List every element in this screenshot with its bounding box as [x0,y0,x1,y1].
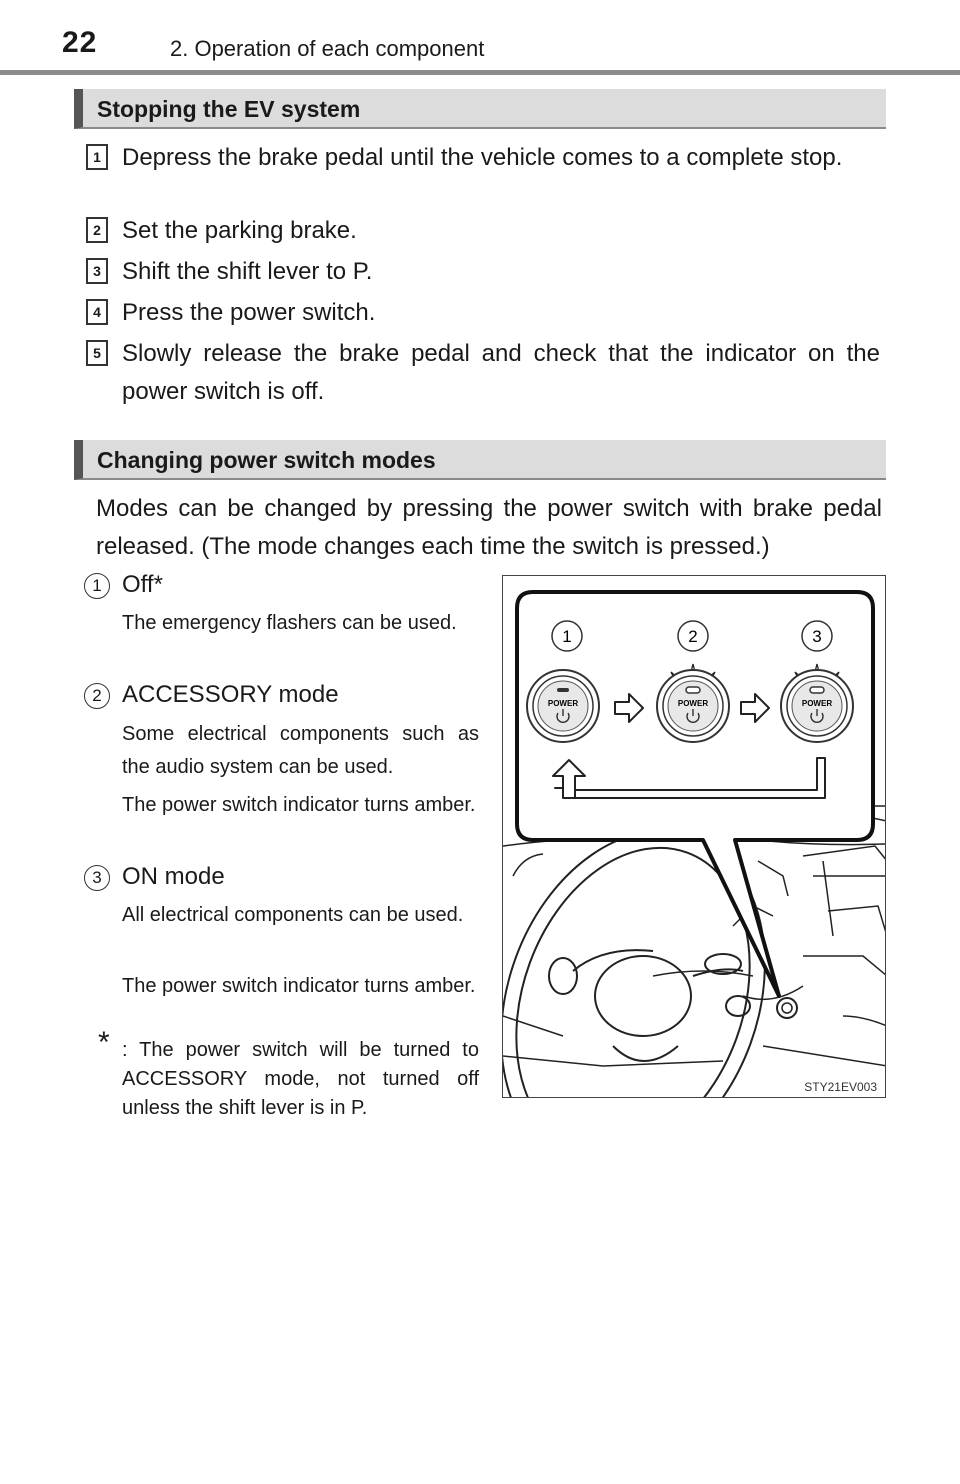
section-title: Changing power switch modes [97,447,436,473]
step-text-1: Depress the brake pedal until the vehicle comes to a complete stop. [122,144,843,171]
mode-desc: Some electrical components such as the audio system can be used. [122,723,479,778]
step-text-2: Set the parking brake. [122,217,357,244]
switch-label: POWER [677,699,709,708]
step-badge-1: 1 [86,144,108,170]
mode-desc: All electrical components can be used. [122,904,464,926]
section-heading-modes [74,440,886,480]
step-badge-2: 2 [86,217,108,243]
mode-name-off: Off* [122,571,163,598]
mode-name-on: ON mode [122,863,225,890]
section-heading-stopping [74,89,886,129]
callout-1: 1 [562,627,572,646]
mode-name-accessory: ACCESSORY mode [122,681,339,708]
step-badge-4: 4 [86,299,108,325]
header-rule [0,70,960,75]
step-text-4: Press the power switch. [122,299,376,326]
footnote [98,1026,479,1123]
intro-paragraph: Modes can be changed by pressing the power switch with brake pedal released. (The mode changes each time the switch is pressed.) [96,495,882,560]
dashboard-power-switch [777,998,797,1018]
mode-number-3: 3 [84,865,110,891]
step-badge-3: 3 [86,258,108,284]
footnote-text: : The power switch will be turned to ACCESSORY mode, not turned off unless the shift lever is in P. [122,1039,479,1119]
mode-desc: The power switch indicator turns amber. [122,794,476,816]
switch-label: POWER [801,699,833,708]
mode-desc: The emergency flashers can be used. [122,612,457,634]
dashboard-drawing [503,806,886,1066]
step-text-3: Shift the shift lever to P. [122,258,373,285]
callout-3: 3 [812,627,822,646]
mode-number-2: 2 [84,683,110,709]
step-text-5: Slowly release the brake pedal and check that the indicator on the power switch is off. [122,340,880,405]
illustration-drawing [503,576,886,1098]
callout-2: 2 [688,627,698,646]
page-number: 22 [62,26,98,59]
footnote-marker: * [98,1026,110,1059]
switch-label: POWER [547,699,579,708]
section-title: Stopping the EV system [97,96,361,122]
indicator-off [557,688,569,692]
step-badge-5: 5 [86,340,108,366]
mode-number-1: 1 [84,573,110,599]
mode-desc: The power switch indicator turns amber. [122,975,476,997]
figure-code: STY21EV003 [804,1080,877,1094]
power-switch-illustration [502,575,886,1098]
power-switch-off [527,670,599,742]
chapter-title: 2. Operation of each component [170,36,485,61]
